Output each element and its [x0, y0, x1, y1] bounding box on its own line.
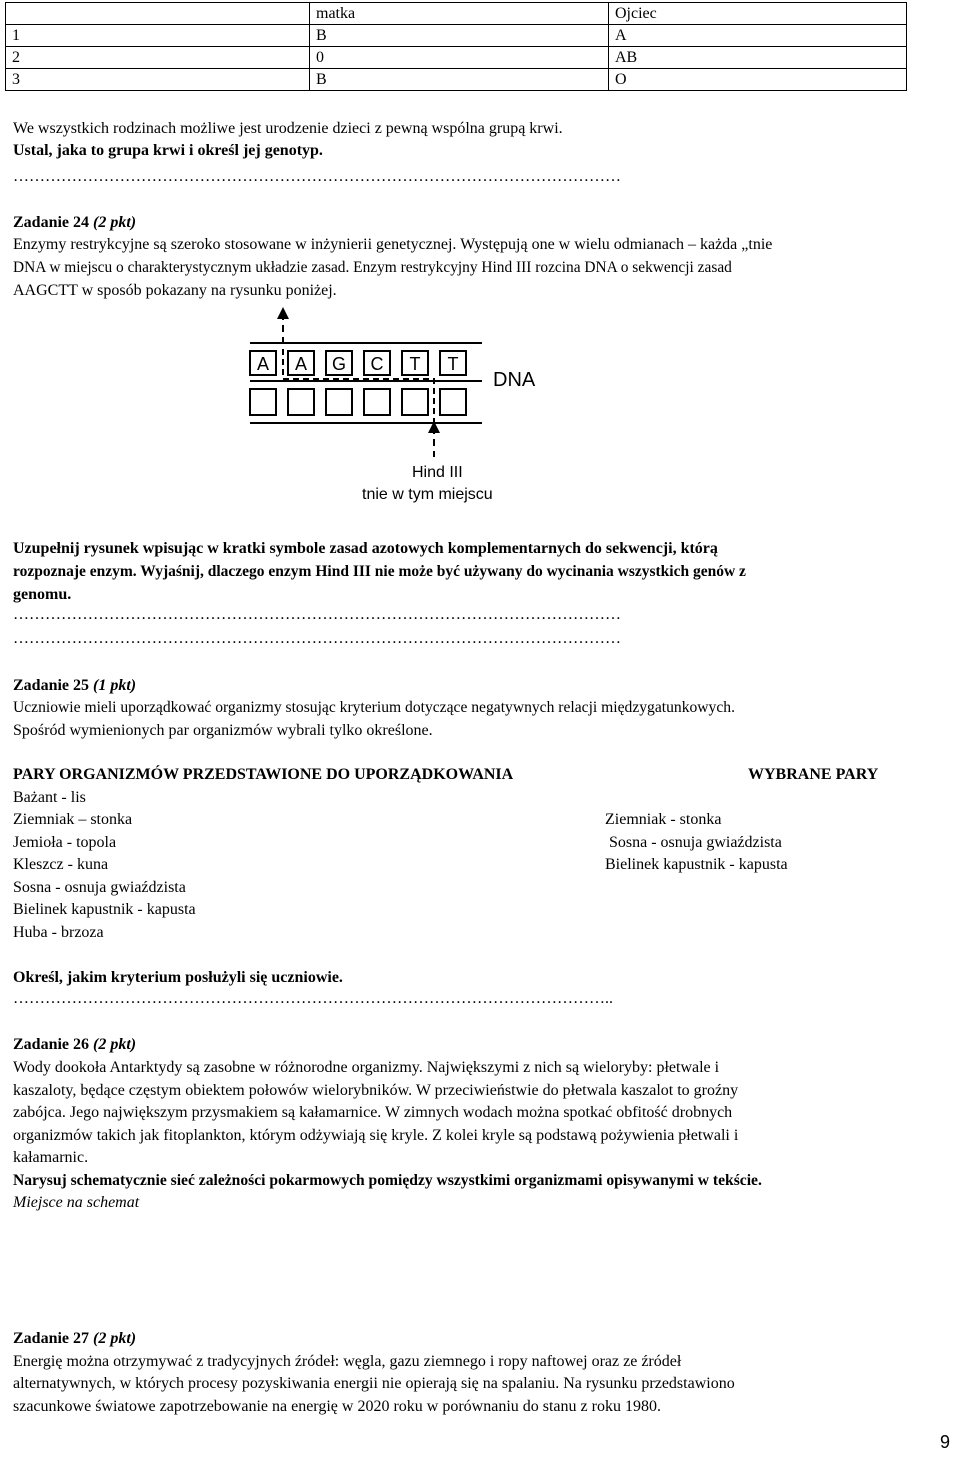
chosen-header: WYBRANE PARY	[748, 766, 879, 783]
answer-dots: ……………………………………………………………………………………………………	[13, 606, 621, 623]
answer-dots: ……………………………………………………………………………………………………	[13, 168, 621, 185]
task-points: (1 pkt)	[93, 677, 137, 694]
task26-text: zabójca. Jego największym przysmakiem są kałamarnice. W zimnych wodach można spotkać obfitość drobnych	[13, 1104, 733, 1121]
empty-base-box	[250, 389, 276, 415]
list-item: Kleszcz - kuna	[13, 856, 109, 873]
base-letter: G	[331, 354, 347, 374]
table-cell: 3	[6, 69, 310, 91]
bottom-cut-arrow	[428, 421, 440, 457]
chosen-item: Sosna - osnuja gwiaździsta	[605, 834, 782, 851]
page-number: 9	[939, 1432, 950, 1452]
base-letter: A	[256, 354, 270, 374]
task25-text: Uczniowie mieli uporządkować organizmy stosując kryterium dotyczące negatywnych relacji międzygatunkowych.	[13, 699, 735, 716]
blood-group-table	[5, 2, 907, 91]
task26-text: organizmów takich jak fitoplankton, którym odżywiają się kryle. Z kolei kryle są podstawą pożywienia płetwali i	[13, 1127, 739, 1144]
task27-text: alternatywnych, w których procesy pozyskiwania energii nie opierają się na spalaniu. Na rysunku przedstawiono	[13, 1375, 735, 1392]
table-cell: O	[609, 69, 907, 91]
table-cell: 1	[6, 25, 310, 47]
table-cell: matka	[310, 3, 609, 25]
task26-text: Wody dookoła Antarktydy są zasobne w różnorodne organizmy. Największymi z nich są wieloryby: płetwale i	[13, 1059, 720, 1076]
list-item: Ziemniak – stonka	[13, 811, 133, 828]
dna-label: DNA	[493, 369, 536, 391]
task27-text: Energię można otrzymywać z tradycyjnych źródeł: węgla, gazu ziemnego i ropy naftowej oraz ze źródeł	[13, 1353, 682, 1370]
task27-heading	[13, 1328, 136, 1350]
empty-base-box	[402, 389, 428, 415]
empty-base-box	[440, 389, 466, 415]
task24-text: DNA w miejscu o charakterystycznym układzie zasad. Enzym restrykcyjny Hind III rozcina DNA o sekwencji zasad	[13, 259, 732, 276]
table-cell: AB	[609, 47, 907, 69]
table-cell: B	[310, 25, 609, 47]
list-item: Jemioła - topola	[13, 834, 117, 851]
list-item: Huba - brzoza	[13, 924, 104, 941]
list-item: Sosna - osnuja gwiaździsta	[13, 879, 186, 896]
empty-base-box	[364, 389, 390, 415]
base-letter: T	[447, 354, 459, 374]
base-letter: T	[409, 354, 421, 374]
pairs-header: PARY ORGANIZMÓW PRZEDSTAWIONE DO UPORZĄDKOWANIA	[13, 766, 514, 783]
table-row	[6, 69, 907, 91]
table-cell: Ojciec	[609, 3, 907, 25]
task23-question: Ustal, jaka to grupa krwi i określ jej genotyp.	[13, 142, 323, 159]
task-points: (2 pkt)	[93, 1330, 137, 1347]
empty-base-box	[326, 389, 352, 415]
dna-figure	[240, 305, 550, 510]
task26-text: kałamarnic.	[13, 1149, 89, 1166]
task25-text: Spośród wymienionych par organizmów wybrali tylko określone.	[13, 722, 433, 739]
task24-question: rozpoznaje enzym. Wyjaśnij, dlaczego enzym Hind III nie może być używany do wycinania wszystkich genów z	[13, 563, 746, 580]
task23-text: We wszystkich rodzinach możliwe jest urodzenie dzieci z pewną wspólna grupą krwi.	[13, 120, 563, 137]
schema-placeholder: Miejsce na schemat	[13, 1194, 140, 1211]
list-item: Bażant - lis	[13, 789, 86, 806]
task-points: (2 pkt)	[93, 1036, 137, 1053]
task-title: Zadanie 25	[13, 677, 90, 694]
task24-heading	[13, 212, 136, 234]
task-points: (2 pkt)	[93, 214, 137, 231]
chosen-item: Bielinek kapustnik - kapusta	[605, 856, 788, 873]
table-cell: A	[609, 25, 907, 47]
task26-heading	[13, 1034, 136, 1056]
task25-heading	[13, 675, 136, 697]
empty-base-box	[288, 389, 314, 415]
task26-question: Narysuj schematycznie sieć zależności pokarmowych pomiędzy wszystkimi organizmami opisywanymi w tekście.	[13, 1172, 762, 1189]
task24-question: Uzupełnij rysunek wpisując w kratki symbole zasad azotowych komplementarnych do sekwencji, którą	[13, 540, 718, 557]
table-row	[6, 47, 907, 69]
table-cell: B	[310, 69, 609, 91]
table-cell: 2	[6, 47, 310, 69]
cut-label: tnie w tym miejscu	[362, 486, 493, 503]
table-cell: 0	[310, 47, 609, 69]
table-header-row	[6, 3, 907, 25]
enzyme-label: Hind III	[412, 464, 463, 481]
answer-dots: …………………………………………………………………………………………………..	[13, 990, 613, 1007]
base-letter: C	[370, 354, 384, 374]
task24-text: Enzymy restrykcyjne są szeroko stosowane w inżynierii genetycznej. Występują one w wielu odmianach – każda „tnie	[13, 236, 773, 253]
answer-dots: ……………………………………………………………………………………………………	[13, 630, 621, 647]
list-item: Bielinek kapustnik - kapusta	[13, 901, 196, 918]
base-letter: A	[294, 354, 308, 374]
task-title: Zadanie 27	[13, 1330, 90, 1347]
task-title: Zadanie 24	[13, 214, 90, 231]
task-title: Zadanie 26	[13, 1036, 90, 1053]
task24-question: genomu.	[13, 586, 72, 603]
table-row	[6, 25, 907, 47]
task24-text: AAGCTT w sposób pokazany na rysunku poniżej.	[13, 282, 337, 299]
task27-text: szacunkowe światowe zapotrzebowanie na energię w 2020 roku w porównaniu do stanu z roku 1980.	[13, 1398, 661, 1415]
chosen-item: Ziemniak - stonka	[605, 811, 722, 828]
table-cell	[6, 3, 310, 25]
task25-question: Określ, jakim kryterium posłużyli się uczniowie.	[13, 969, 343, 986]
task26-text: kaszaloty, będące częstym obiektem połowów wielorybników. W przeciwieństwie do płetwala kaszalot to groźny	[13, 1082, 739, 1099]
